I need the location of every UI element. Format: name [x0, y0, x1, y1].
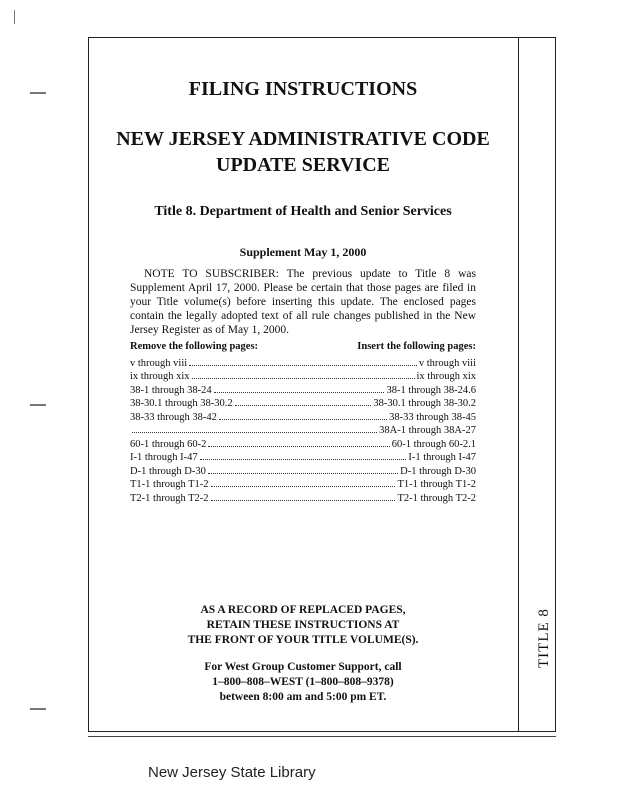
insert-pages: D-1 through D-30	[400, 465, 476, 477]
dot-leader	[189, 365, 417, 366]
scan-mark	[30, 92, 46, 94]
note-to-subscriber: NOTE TO SUBSCRIBER: The previous update to Title 8 was Supplement April 17, 2000. Please be certain that those pages are filed in your Title volume(s) before inserting this update. The enclosed pages contain the legally adopted text of all rule changes published in the New Jersey Register as of May 1, 2000.	[130, 268, 476, 336]
remove-pages: 38-33 through 38-42	[130, 411, 217, 423]
pages-table-header	[130, 341, 476, 355]
table-row	[130, 409, 476, 423]
title-tab-label: TITLE 8	[536, 608, 552, 668]
insert-pages: T2-1 through T2-2	[397, 492, 476, 504]
tab-divider	[518, 37, 519, 732]
dot-leader	[200, 459, 407, 460]
insert-pages: ix through xix	[416, 371, 476, 382]
remove-pages: ix through xix	[130, 371, 190, 382]
pages-table	[130, 341, 476, 504]
remove-pages: 38-30.1 through 38-30.2	[130, 398, 233, 409]
table-row	[130, 463, 476, 477]
insert-pages: 38-1 through 38-24.6	[386, 384, 476, 396]
remove-pages: T1-1 through T1-2	[130, 479, 209, 490]
dot-leader	[219, 419, 387, 420]
support-line1: For West Group Customer Support, call	[204, 661, 402, 673]
support-hours: between 8:00 am and 5:00 pm ET.	[219, 691, 387, 703]
remove-pages: 60-1 through 60-2	[130, 438, 207, 450]
page-border-bottom	[88, 736, 556, 737]
support-notice	[88, 660, 518, 705]
record-line3: THE FRONT OF YOUR TITLE VOLUME(S).	[187, 634, 419, 646]
dot-leader	[208, 473, 398, 474]
dot-leader	[208, 446, 389, 447]
scan-mark	[30, 404, 46, 406]
dot-leader	[192, 378, 415, 379]
insert-pages: v through viii	[418, 357, 476, 369]
remove-pages: T2-1 through T2-2	[130, 492, 209, 504]
insert-pages: 38-33 through 38-45	[389, 411, 476, 423]
table-row	[130, 436, 476, 450]
code-heading-line2: UPDATE SERVICE	[216, 154, 390, 176]
remove-header: Remove the following pages:	[130, 341, 259, 352]
pages-table-rows	[130, 355, 476, 504]
insert-pages: T1-1 through T1-2	[397, 479, 476, 490]
record-line2: RETAIN THESE INSTRUCTIONS AT	[206, 619, 400, 631]
remove-pages: v through viii	[130, 357, 188, 369]
scan-mark	[14, 10, 15, 24]
table-row	[130, 396, 476, 410]
dot-leader	[211, 500, 396, 501]
support-phone: 1–800–808–WEST (1–800–808–9378)	[212, 676, 394, 688]
table-row	[130, 490, 476, 504]
scan-mark	[30, 708, 46, 710]
remove-pages: 38-1 through 38-24	[130, 384, 212, 396]
insert-pages: 38A-1 through 38A-27	[379, 425, 476, 436]
record-notice	[88, 603, 518, 648]
table-row	[130, 382, 476, 396]
code-heading-line1: NEW JERSEY ADMINISTRATIVE CODE	[116, 128, 490, 150]
dot-leader	[214, 392, 385, 393]
insert-pages: 60-1 through 60-2.1	[391, 438, 476, 450]
library-stamp: New Jersey State Library	[148, 764, 316, 781]
title-heading: Title 8. Department of Health and Senior Services	[154, 204, 452, 219]
dot-leader	[235, 405, 372, 406]
insert-header: Insert the following pages:	[357, 341, 476, 352]
table-row	[130, 355, 476, 369]
record-line1: AS A RECORD OF REPLACED PAGES,	[200, 604, 406, 616]
filing-instructions-heading: FILING INSTRUCTIONS	[188, 78, 418, 100]
remove-pages: D-1 through D-30	[130, 465, 206, 477]
remove-pages: I-1 through I-47	[130, 452, 198, 463]
dot-leader	[211, 486, 396, 487]
table-row	[130, 450, 476, 464]
insert-pages: I-1 through I-47	[408, 452, 476, 463]
dot-leader	[132, 432, 377, 433]
table-row	[130, 369, 476, 383]
table-row	[130, 477, 476, 491]
table-row	[130, 423, 476, 437]
supplement-date: Supplement May 1, 2000	[239, 245, 367, 259]
insert-pages: 38-30.1 through 38-30.2	[373, 398, 476, 409]
